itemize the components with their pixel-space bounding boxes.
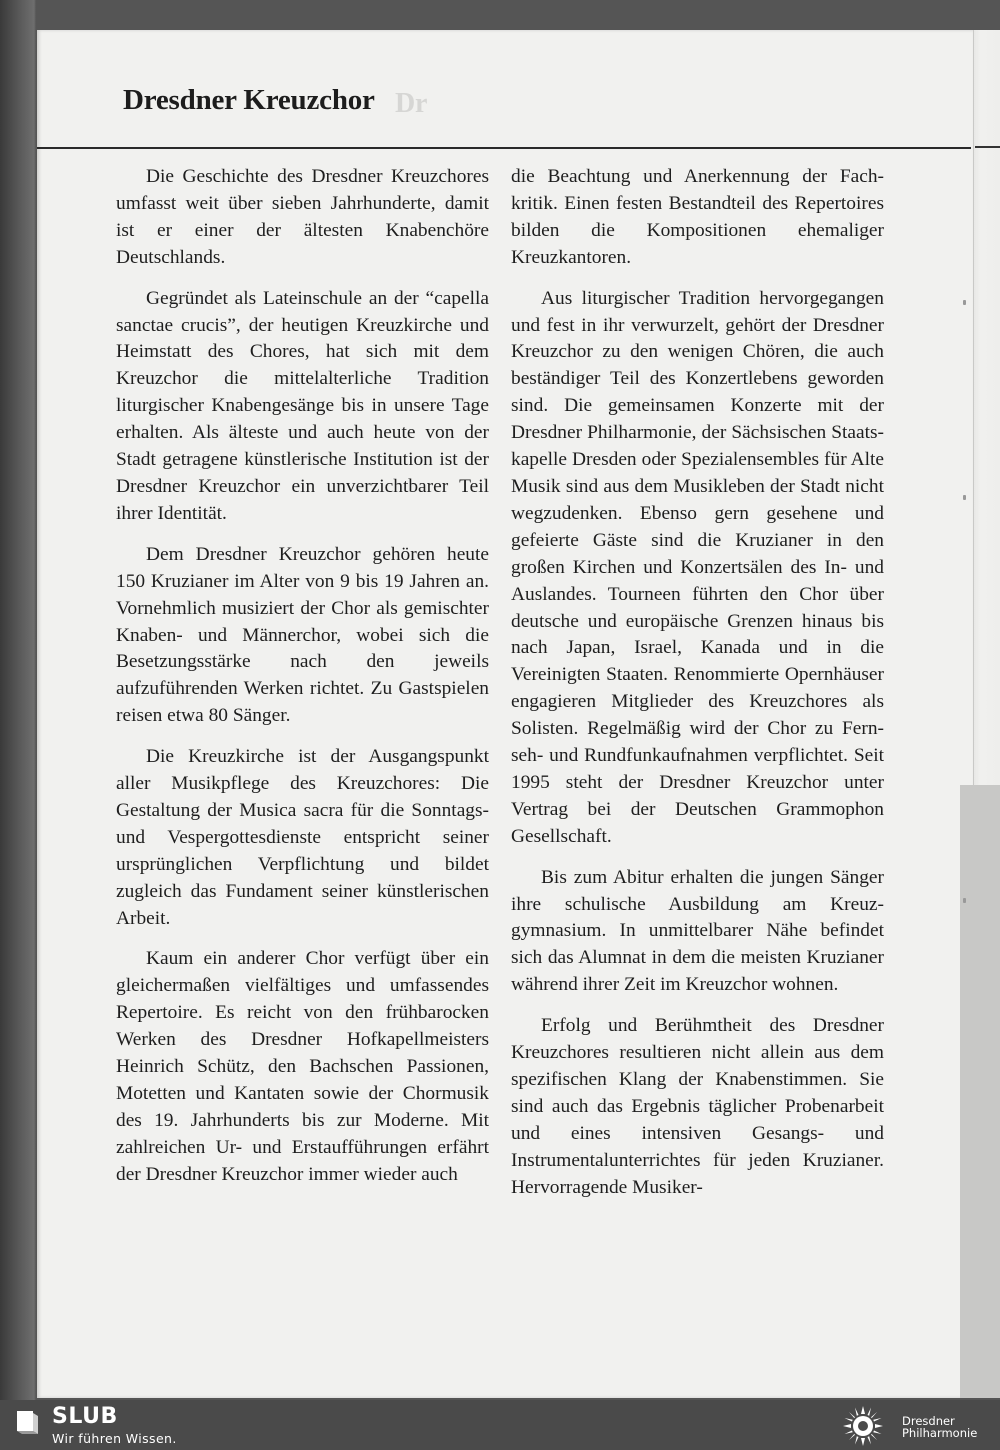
paragraph: Dem Dresdner Kreuzchor gehören heute 150 Kruzianer im Alter von 9 bis 19 Jahren an. Vornehmlich musiziert der Chor als gemischter Knaben- und Männerchor, wobei sich die Besetzungsstärke nach den jeweils aufzuführenden Werken richtet. Zu Gastspielen reisen etwa 80 Sänger. [116,543,489,727]
paragraph: Kaum ein anderer Chor verfügt über ein gleichermaßen vielfältiges und umfassendes Repertoire. Es reicht von den frühbarocken Werken des Dresdner Hofkapellmeisters Heinrich Schütz, den Bachschen Passionen, Motetten und Kantaten sowie der Chormusik des 19. Jahrhunderts bis zur Moderne. Mit zahlreichen Ur- und Erstaufführungen erfährt der Dresdner Kreuzchor immer wieder auch [116,948,489,1185]
next-page-header-rule [975,146,1000,148]
paragraph-continued: die Beachtung und Anerkennung der Fachkritik. Einen festen Bestandteil des Repertoires bilden die Kompositionen ehemaliger Kreuzkantoren. [511,166,884,268]
paragraph: Die Kreuzkirche ist der Ausgangspunkt aller Musikpflege des Kreuzchores: Die Gestaltung der Musica sacra für die Sonntags- und Vespergottesdienste entspricht seiner ursprünglichen Verpflichtung und bildet zugleich das Fundament seiner künstlerischen Arbeit. [116,746,489,929]
philharmonie-wordmark [902,1415,1000,1439]
slub-tagline: Wir führen Wissen. [52,1431,177,1446]
philharmonie-logo-icon [840,1403,886,1449]
slub-wordmark: SLUB [52,1404,118,1429]
paragraph: Bis zum Abitur erhalten die jungen Sänger ihre schulische Ausbildung am Kreuzgymnasium. In unmittelbarer Nähe befindet sich das Alumnat in dem die meisten Kruzianer während ihrer Zeit im Kreuzchor wohnen. [511,866,884,996]
bleed-through-title: Dr [395,88,428,119]
paragraph: Erfolg und Berühmtheit des Dresdner Kreuzchores resultieren nicht allein aus dem spezifischen Klang der Knabenstimmen. Sie sind auch das Ergebnis täglicher Probenarbeit und eines intensiven Gesangs- und Instrumentalunterrichtes für jeden Kruzianer. Hervorragende Musiker- [511,1015,884,1198]
paragraph: Aus liturgischer Tradition hervorgegangen und fest in ihr verwurzelt, gehört der Dresdner Kreuzchor zu den wenigen Chören, die auch beständiger Teil des Konzertlebens geworden sind. Die gemeinsamen Konzerte mit der Dresdner Philharmonie, der Sächsischen Staatskapelle Dresden oder Spezialensembles für Alte Musik sind aus dem Musikleben der Stadt nicht wegzudenken. Ebenso gern gesehene und gefeierte Gäste sind die Kruzianer in den großen Kirchen und Konzertsälen des In- und Auslandes. Tourneen führten den Chor über deutsche und europäische Grenzen hinaus bis nach Japan, Israel, Kanada und in die Vereinigten Staaten. Renommierte Opernhäuser engagieren Mitglieder des Kreuzchores als Solisten. Regelmäßig wird der Chor zu Fernseh- und Rundfunkaufnahmen verpflichtet. Seit 1995 steht der Dresdner Kreuzchor unter Vertrag bei der Deutschen Grammophon Gesellschaft. [511,287,884,847]
right-text-column [511,164,884,1216]
page-edge-shadow [960,785,1000,1398]
philharmonie-line-2: Philharmonie [902,1426,978,1440]
header-rule [37,147,971,149]
left-text-column [116,164,489,1203]
philharmonie-line-1: Dresdner [902,1414,955,1428]
viewer-footer [0,1400,1000,1450]
scan-speck [963,495,966,500]
slub-logo-icon [13,1407,41,1435]
paragraph: Die Geschichte des Dresdner Kreuzchores umfasst weit über sieben Jahrhunderte, damit ist er einer der ältesten Knabenchöre Deutschlands. [116,166,489,268]
page-title: Dresdner Kreuzchor [123,84,375,116]
scan-speck [963,898,966,903]
paragraph: Gegründet als Lateinschule an der “capella sanctae crucis”, der heutigen Kreuzkirche und Heimstatt des Chores, hat sich mit dem Kreuzchor die mittelalterliche Tradition liturgischer Knabengesänge bis in unsere Tage erhalten. Als älteste und auch heute von der Stadt getragene künstlerische Institution ist der Dresdner Kreuzchor ein unverzichtbarer Teil ihrer Identität. [116,287,489,524]
scan-speck [963,300,966,305]
